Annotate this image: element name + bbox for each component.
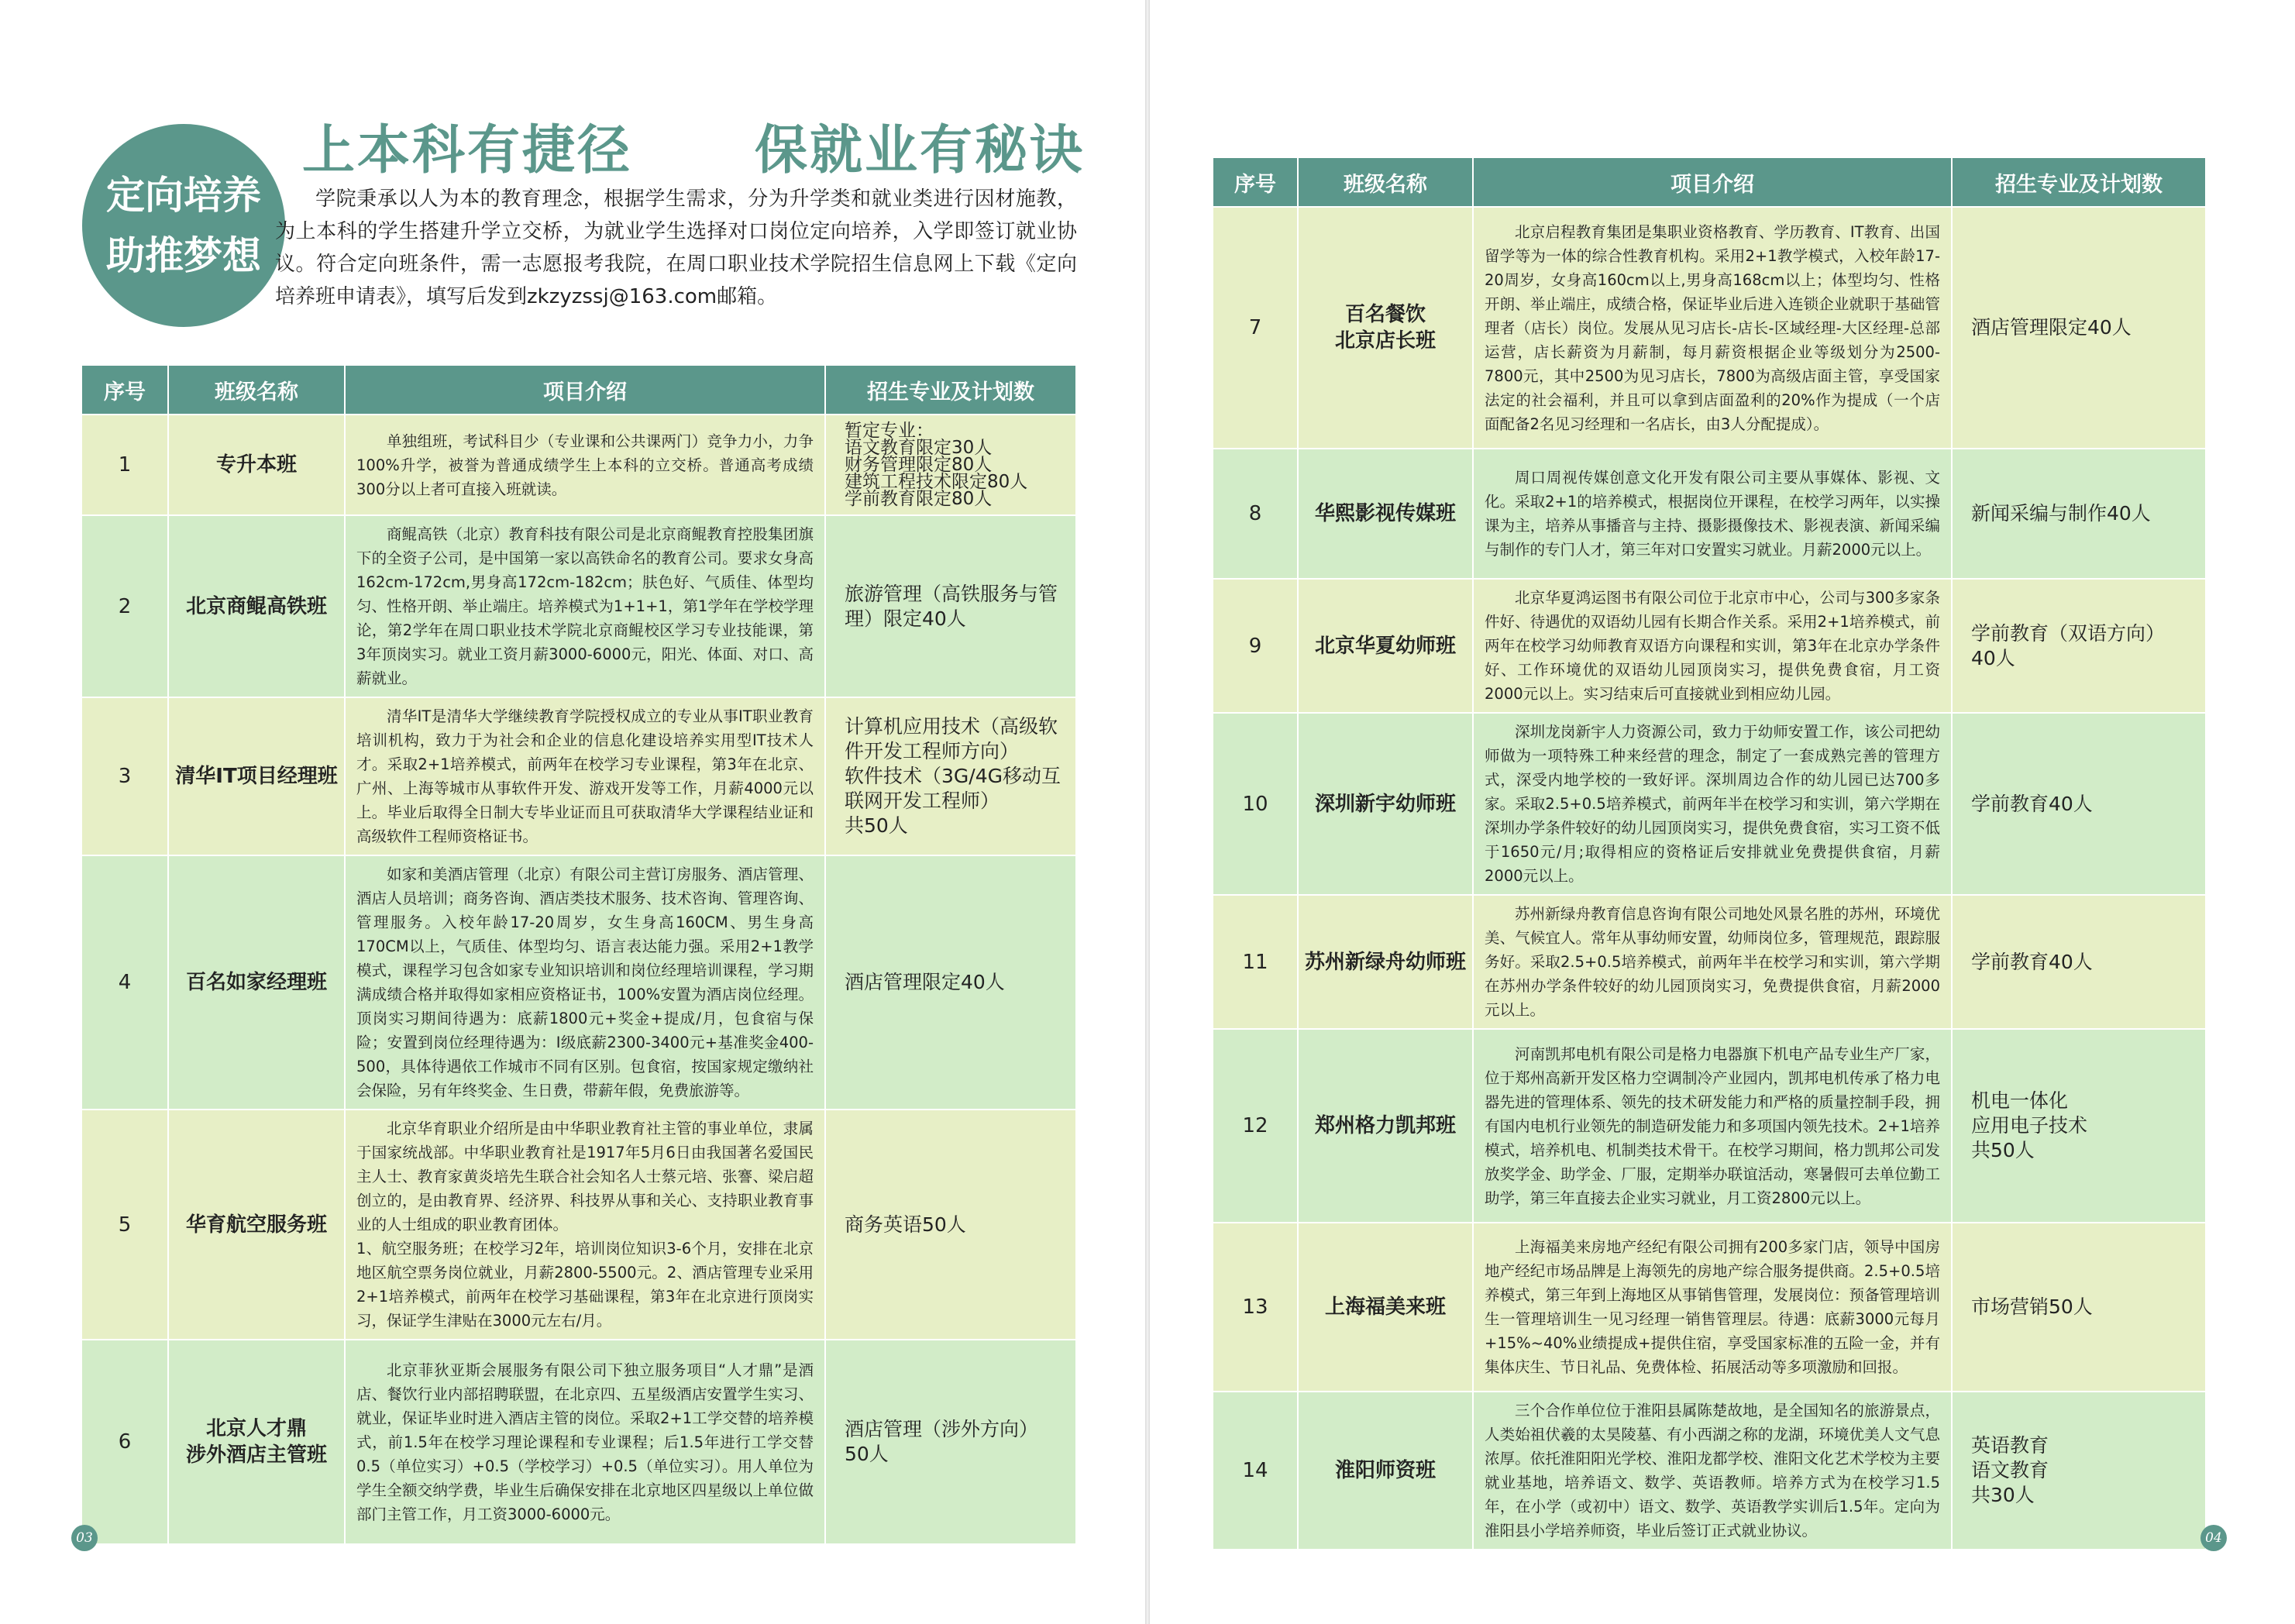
enrollment-plan: 酒店管理限定40人 (1952, 207, 2206, 449)
row-number: 6 (81, 1340, 168, 1544)
enrollment-plan: 学前教育40人 (1952, 895, 2206, 1029)
page-number-left: 03 (71, 1525, 98, 1551)
enrollment-plan: 学前教育40人 (1952, 713, 2206, 895)
row-number: 4 (81, 855, 168, 1110)
project-description-text: 如家和美酒店管理（北京）有限公司主营订房服务、酒店管理、酒店人员培训；商务咨询、酒店类技术服务、技术咨询、管理咨询、管理服务。入校年龄17-20周岁，女生身高160CM、男生身高170CM以上，气质佳、体型均匀、语言表达能力强。采用2+1教学模式，课程学习包含如家专业知识培训和岗位经理培训课程，学习期满成绩合格并取得如家相应资格证书，100%安置为酒店岗位经理。顶岗实习期间待遇为：底薪1800元+奖金+提成/月，包食宿与保险；安置到岗位经理待遇为：Ⅰ级底薪2300-3400元+基准奖金400-500，具体待遇依工作城市不同有区别。包食宿，按国家规定缴纳社会保险，另有年终奖金、生日费，带薪年假，免费旅游等。 (356, 865, 814, 1099)
table-header-row (1213, 157, 2206, 207)
project-description-text: 北京华育职业介绍所是由中华职业教育社主管的事业单位，隶属于国家统战部。中华职业教育社是1917年5月6日由我国著名爱国民主人士、教育家黄炎培先生联合社会知名人士蔡元培、张謇、梁启超创立的，是由教育界、经济界、科技界从事和关心、支持职业教育事业的人士组成的职业教育团体。 1、航空服务班；在校学习2年，培训岗位知识3-6个月，安排在北京地区航空票务岗位就业，月薪2800-5500元。2、酒店管理专业采用2+1培养模式，前两年在校学习基础课程，第3年在北京进行顶岗实习，保证学生津贴在3000元左右/月。 (356, 1120, 814, 1330)
row-number: 2 (81, 515, 168, 697)
project-description-text: 三个合作单位位于淮阳县属陈楚故地，是全国知名的旅游景点，人类始祖伏羲的太昊陵墓、有小西湖之称的龙湖，环境优美人文气息浓厚。依托淮阳阳光学校、淮阳龙都学校、淮阳文化艺术学校为主要就业基地，培养语文、数学、英语教师。培养方式为在校学习1.5年，在小学（或初中）语文、数学、英语教学实训后1.5年。定向为淮阳县小学培养师资，毕业后签订正式就业协议。 (1485, 1402, 1940, 1540)
project-description-text: 商鲲高铁（北京）教育科技有限公司是北京商鲲教育控股集团旗下的全资子公司，是中国第一家以高铁命名的教育公司。要求女身高162cm-172cm,男身高172cm-182cm；肤色好、气质佳、体型均匀、性格开朗、举止端庄。培养模式为1+1+1，第1学年在学校学理论，第2学年在周口职业技术学院北京商鲲校区学习专业技能课，第3年顶岗实习。就业工资月薪3000-6000元，阳光、体面、对口、高薪就业。 (356, 525, 814, 687)
enrollment-plan: 新闻采编与制作40人 (1952, 449, 2206, 579)
header-plan: 招生专业及计划数 (1952, 157, 2206, 207)
table-row (1213, 1223, 2206, 1392)
table-row (1213, 1392, 2206, 1550)
row-number: 13 (1213, 1223, 1298, 1392)
class-name: 专升本班 (168, 415, 345, 515)
class-name: 苏州新绿舟幼师班 (1298, 895, 1473, 1029)
class-name: 上海福美来班 (1298, 1223, 1473, 1392)
enrollment-plan: 市场营销50人 (1952, 1223, 2206, 1392)
project-description (1473, 1029, 1952, 1223)
row-number: 10 (1213, 713, 1298, 895)
header-name: 班级名称 (1298, 157, 1473, 207)
class-name: 郑州格力凯邦班 (1298, 1029, 1473, 1223)
project-description (345, 855, 825, 1110)
project-description (1473, 579, 1952, 713)
right-page (1150, 0, 2295, 1624)
badge-line-2: 助推梦想 (106, 233, 261, 278)
row-number: 14 (1213, 1392, 1298, 1550)
badge-circle (82, 124, 285, 327)
project-description (1473, 449, 1952, 579)
class-name: 北京人才鼎 涉外酒店主管班 (168, 1340, 345, 1544)
table-row (81, 855, 1076, 1110)
enrollment-plan: 旅游管理（高铁服务与管理）限定40人 (825, 515, 1076, 697)
table-row (81, 415, 1076, 515)
project-description-text: 北京启程教育集团是集职业资格教育、学历教育、IT教育、出国留学等为一体的综合性教育机构。采用2+1教学模式，入校年龄17-20周岁，女身高160cm以上,男身高168cm以上；体型均匀、性格开朗、举止端庄，成绩合格，保证毕业后进入连锁企业就职于基础管理者（店长）岗位。发展从见习店长-店长-区域经理-大区经理-总部运营，店长薪资为月薪制，每月薪资根据企业等级划分为2500-7800元，其中2500为见习店长，7800为高级店面主管，享受国家法定的社会福利，并且可以拿到店面盈利的20%作为提成（一个店面配备2名见习经理和一名店长，由3人分配提成）。 (1485, 222, 1940, 433)
page-number-right: 04 (2200, 1525, 2227, 1551)
right-program-table (1212, 157, 2207, 1550)
project-description (345, 1110, 825, 1340)
class-name: 百名餐饮 北京店长班 (1298, 207, 1473, 449)
table-row (1213, 713, 2206, 895)
enrollment-plan: 机电一体化 应用电子技术 共50人 (1952, 1029, 2206, 1223)
table-row (81, 515, 1076, 697)
left-page (0, 0, 1145, 1624)
project-description (1473, 1392, 1952, 1550)
project-description (1473, 713, 1952, 895)
class-name: 百名如家经理班 (168, 855, 345, 1110)
project-description-text: 单独组班，考试科目少（专业课和公共课两门）竞争力小，力争100%升学，被誉为普通成绩学生上本科的立交桥。普通高考成绩300分以上者可直接入班就读。 (356, 432, 814, 498)
project-description (1473, 895, 1952, 1029)
header-num: 序号 (1213, 157, 1298, 207)
badge-line-1: 定向培养 (106, 173, 261, 218)
project-description (1473, 1223, 1952, 1392)
row-number: 11 (1213, 895, 1298, 1029)
project-description-text: 苏州新绿舟教育信息咨询有限公司地处风景名胜的苏州，环境优美、气候宜人。常年从事幼师安置，幼师岗位多，管理规范，跟踪服务好。采取2.5+0.5培养模式，前两年半在校学习和实训，第六学期在苏州办学条件较好的幼儿园顶岗实习，免费提供食宿，月薪2000元以上。 (1485, 905, 1940, 1019)
left-program-table (81, 364, 1077, 1545)
project-description-text: 深圳龙岗新宇人力资源公司，致力于幼师安置工作，该公司把幼师做为一项特殊工种来经营的理念，制定了一套成熟完善的管理方式，深受内地学校的一致好评。深圳周边合作的幼儿园已达700多家。采取2.5+0.5培养模式，前两年半在校学习和实训，第六学期在深圳办学条件较好的幼儿园顶岗实习，提供免费食宿，实习工资不低于1650元/月;取得相应的资格证后安排就业免费提供食宿，月薪2000元以上。 (1485, 723, 1940, 885)
project-description-text: 北京菲狄亚斯会展服务有限公司下独立服务项目“人才鼎”是酒店、餐饮行业内部招聘联盟，在北京四、五星级酒店安置学生实习、就业，保证毕业时进入酒店主管的岗位。采取2+1工学交替的培养模式，前1.5年在校学习理论课程和专业课程；后1.5年进行工学交替0.5（单位实习）+0.5（学校学习）+0.5（单位实习）。用人单位为学生全额交纳学费，毕业生后确保安排在北京地区四星级以上单位做部门主管工作，月工资3000-6000元。 (356, 1361, 814, 1523)
project-description-text: 河南凯邦电机有限公司是格力电器旗下机电产品专业生产厂家，位于郑州高新开发区格力空调制冷产业园内，凯邦电机传承了格力电器先进的管理体系、领先的技术研发能力和严格的质量控制手段，拥有国内电机行业领先的制造研发能力和多项国内领先技术。2+1培养模式，培养机电、机制类技术骨干。在校学习期间，格力凯邦公司发放奖学金、助学金、厂服，定期举办联谊活动，寒暑假可去单位勤工助学，第三年直接去企业实习就业，月工资2800元以上。 (1485, 1044, 1940, 1207)
row-number: 3 (81, 697, 168, 855)
class-name: 北京华夏幼师班 (1298, 579, 1473, 713)
project-description-text: 周口周视传媒创意文化开发有限公司主要从事媒体、影视、文化。采取2+1的培养模式，根据岗位开课程，在校学习两年，以实操课为主，培养从事播音与主持、摄影摄像技术、影视表演、新闻采编与制作的专门人才，第三年对口安置实习就业。月薪2000元以上。 (1485, 469, 1940, 559)
class-name: 北京商鲲高铁班 (168, 515, 345, 697)
class-name: 深圳新宇幼师班 (1298, 713, 1473, 895)
project-description-text: 上海福美来房地产经纪有限公司拥有200多家门店，领导中国房地产经纪市场品牌是上海领先的房地产综合服务提供商。2.5+0.5培养模式，第三年到上海地区从事销售管理，发展岗位：预备管理培训生一管理培训生一见习经理一销售管理层。待遇：底薪3000元每月+15%~40%业绩提成+提供住宿，享受国家标准的五险一金，并有集体庆生、节日礼品、免费体检、拓展活动等多项激励和回报。 (1485, 1238, 1940, 1376)
class-name: 华熙影视传媒班 (1298, 449, 1473, 579)
class-name: 清华IT项目经理班 (168, 697, 345, 855)
class-name: 华育航空服务班 (168, 1110, 345, 1340)
row-number: 8 (1213, 449, 1298, 579)
headline (302, 108, 1085, 184)
project-description-text: 清华IT是清华大学继续教育学院授权成立的专业从事IT职业教育培训机构，致力于为社会和企业的信息化建设培养实用型IT技术人才。采取2+1培养模式，前两年在校学习专业课程，第3年在北京、广州、上海等城市从事软件开发、游戏开发等工作，月薪4000元以上。毕业后取得全日制大专毕业证而且可获取清华大学课程结业证和高级软件工程师资格证书。 (356, 707, 814, 845)
row-number: 5 (81, 1110, 168, 1340)
headline-part-2: 保就业有秘诀 (754, 120, 1085, 181)
intro-paragraph: 学院秉承以人为本的教育理念，根据学生需求，分为升学类和就业类进行因材施教，为上本科的学生搭建升学立交桥，为就业学生选择对口岗位定向培养，入学即签订就业协议。符合定向班条件，需一志愿报考我院，在周口职业技术学院招生信息网上下载《定向培养班申请表》，填写后发到zkzyzssj@163.com邮箱。 (275, 188, 1077, 308)
header-desc: 项目介绍 (1473, 157, 1952, 207)
table-header-row (81, 365, 1076, 415)
row-number: 9 (1213, 579, 1298, 713)
enrollment-plan: 学前教育（双语方向） 40人 (1952, 579, 2206, 713)
enrollment-plan: 酒店管理（涉外方向） 50人 (825, 1340, 1076, 1544)
class-name: 淮阳师资班 (1298, 1392, 1473, 1550)
enrollment-plan: 酒店管理限定40人 (825, 855, 1076, 1110)
table-row (1213, 895, 2206, 1029)
table-row (81, 1110, 1076, 1340)
enrollment-plan: 暂定专业： 语文教育限定30人 财务管理限定80人 建筑工程技术限定80人 学前教育限定80人 (825, 415, 1076, 515)
table-row (1213, 579, 2206, 713)
project-description (345, 1340, 825, 1544)
row-number: 12 (1213, 1029, 1298, 1223)
row-number: 7 (1213, 207, 1298, 449)
project-description-text: 北京华夏鸿运图书有限公司位于北京市中心，公司与300多家条件好、待遇优的双语幼儿园有长期合作关系。采用2+1培养模式，前两年在校学习幼师教育双语方向课程和实训，第3年在北京办学条件好、工作环境优的双语幼儿园顶岗实习，提供免费食宿，月工资2000元以上。实习结束后可直接就业到相应幼儿园。 (1485, 589, 1940, 703)
table-row (1213, 207, 2206, 449)
header-desc: 项目介绍 (345, 365, 825, 415)
project-description (345, 515, 825, 697)
enrollment-plan: 计算机应用技术（高级软件开发工程师方向） 软件技术（3G/4G移动互联网开发工程师） 共50人 (825, 697, 1076, 855)
header-plan: 招生专业及计划数 (825, 365, 1076, 415)
project-description (345, 697, 825, 855)
table-row (81, 697, 1076, 855)
project-description (345, 415, 825, 515)
row-number: 1 (81, 415, 168, 515)
enrollment-plan: 商务英语50人 (825, 1110, 1076, 1340)
table-row (1213, 1029, 2206, 1223)
enrollment-plan: 英语教育 语文教育 共30人 (1952, 1392, 2206, 1550)
header-name: 班级名称 (168, 365, 345, 415)
header-num: 序号 (81, 365, 168, 415)
project-description (1473, 207, 1952, 449)
table-row (1213, 449, 2206, 579)
table-row (81, 1340, 1076, 1544)
headline-part-1: 上本科有捷径 (302, 120, 633, 181)
